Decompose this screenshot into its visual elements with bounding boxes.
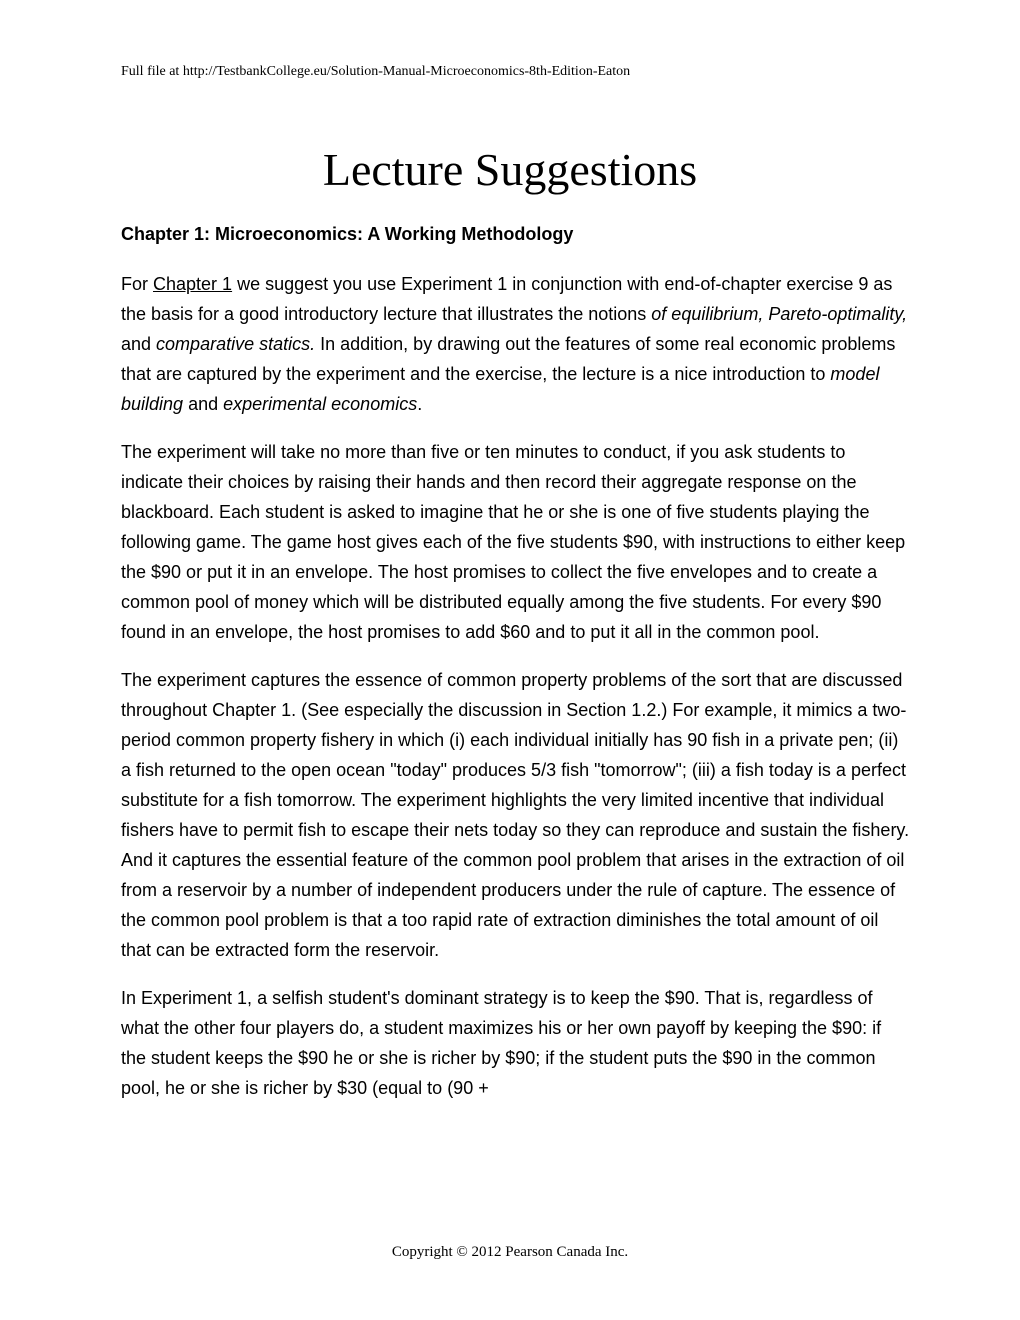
emphasis-experimental-economics: experimental economics bbox=[223, 394, 418, 414]
paragraph-common-property: The experiment captures the essence of common property problems of the sort that are discussed throughout Chapter 1. (See especially the discussion in Section 1.2.) For example, it mimics a two-period common property fishery in which (i) each individual initially has 90 fish in a private pen; (ii) a fish returned to the open ocean "today" produces 5/3 fish "tomorrow"; (iii) a fish today is a perfect substitute for a fish tomorrow. The experiment highlights the very limited incentive that individual fishers have to permit fish to escape their nets today so they can reproduce and sustain the fishery. And it captures the essential feature of the common pool problem that arises in the extraction of oil from a reservoir by a number of independent producers under the rule of capture. The essence of the common pool problem is that a too rapid rate of extraction diminishes the total amount of oil that can be extracted form the reservoir. bbox=[121, 670, 910, 960]
paragraph-intro: For Chapter 1 we suggest you use Experiment 1 in conjunction with end-of-chapter exercise 9 as the basis for a good introductory lecture that illustrates the notions of equilibrium, Pareto-optimality, and comparative statics. In addition, by drawing out the features of some real economic problems that are captured by the experiment and the exercise, the lecture is a nice introduction to model building and experimental economics. bbox=[121, 274, 908, 414]
emphasis-equilibrium: of equilibrium, Pareto-optimality, bbox=[651, 304, 908, 324]
emphasis-comparative-statics: comparative statics. bbox=[156, 334, 316, 354]
source-header: Full file at http://TestbankCollege.eu/Solution-Manual-Microeconomics-8th-Edition-Eaton bbox=[121, 64, 631, 79]
paragraph-experiment: The experiment will take no more than five or ten minutes to conduct, if you ask students to indicate their choices by raising their hands and then record their aggregate response on the blackboard. Each student is asked to imagine that he or she is one of five students playing the following game. The game host gives each of the five students $90, with instructions to either keep the $90 or put it in an envelope. The host promises to collect the five envelopes and to create a common pool of money which will be distributed equally among the five students. For every $90 found in an envelope, the host promises to add $60 and to put it all in the common pool. bbox=[121, 442, 906, 642]
emphasis-model-building: model building bbox=[121, 364, 880, 414]
copyright-footer: Copyright © 2012 Pearson Canada Inc. bbox=[391, 1244, 629, 1260]
body-text bbox=[121, 269, 911, 1103]
page-title: Lecture Suggestions bbox=[322, 144, 698, 195]
chapter-heading: Chapter 1: Microeconomics: A Working Methodology bbox=[121, 224, 574, 244]
chapter-1-link[interactable]: Chapter 1 bbox=[153, 274, 233, 294]
paragraph-dominant-strategy: In Experiment 1, a selfish student's dominant strategy is to keep the $90. That is, regardless of what the other four players do, a student maximizes his or her own payoff by keeping the $90: if the student keeps the $90 he or she is richer by $90; if the student puts the $90 in the common pool, he or she is richer by $30 (equal to (90 + bbox=[121, 988, 882, 1098]
